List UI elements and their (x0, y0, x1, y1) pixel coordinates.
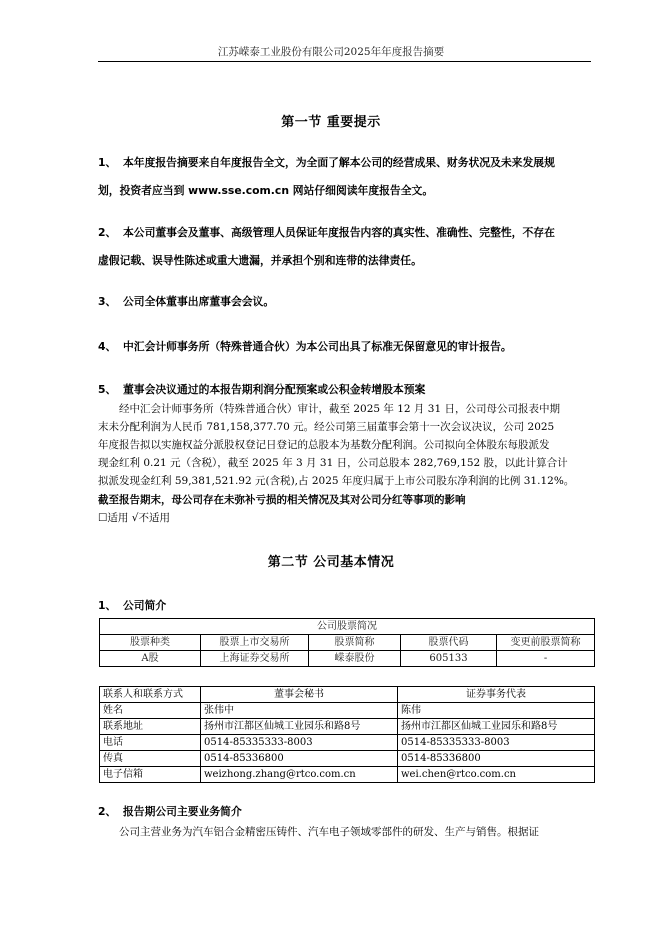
table-row (100, 651, 595, 667)
item-number: 3、 (98, 295, 117, 308)
applicability-status: ☐适用 √不适用 (98, 512, 170, 524)
dividend-line: 拟派发现金红利 59,381,521.92 元(含税),占 2025 年度归属于上市公司股东净利润的比例 31.12%。 (98, 475, 575, 487)
section2-title: 第二节 公司基本情况 (267, 555, 395, 570)
header-cell: 联系人和联系方式 (100, 687, 201, 703)
item-text-cont: 虚假记载、误导性陈述或重大遗漏，并承担个别和连带的法律责任。 (98, 254, 422, 267)
dividend-line: 经中汇会计师事务所（特殊普通合伙）审计，截至 2025 年 12 月 31 日，公司母公司报表中期 (119, 403, 560, 415)
table-cell: 0514-85335333-8003 (201, 735, 398, 751)
row-label: 传真 (100, 751, 201, 767)
dividend-line: 现金红利 0.21 元（含税），截至 2025 年 3 月 31 日，公司总股本 282,769,152 股，以此计算合计 (98, 457, 568, 469)
item-text: 报告期公司主要业务简介 (123, 805, 242, 818)
header-cell: 证券事务代表 (398, 687, 595, 703)
notice-item-1 (98, 155, 594, 198)
item-number: 2、 (98, 805, 117, 818)
table-cell: 0514-85336800 (201, 751, 398, 767)
header-cell: 变更前股票简称 (497, 635, 595, 651)
table-cell: weizhong.zhang@rtco.com.cn (201, 767, 398, 783)
item-number: 4、 (98, 340, 117, 353)
header-cell: 股票代码 (401, 635, 497, 651)
running-header: 江苏嵘泰工业股份有限公司2025年年度报告摘要 (217, 46, 445, 58)
contact-table (99, 686, 595, 783)
notice-item-5 (98, 382, 594, 397)
item-number: 2、 (98, 226, 117, 239)
row-label: 电话 (100, 735, 201, 751)
header-cell: 董事会秘书 (201, 687, 398, 703)
table-header-row (100, 635, 595, 651)
table-cell: - (497, 651, 595, 667)
table-cell: A股 (100, 651, 201, 667)
subheading-company-profile (98, 598, 594, 613)
table-row (100, 719, 595, 735)
table-cell: 0514-85335333-8003 (398, 735, 595, 751)
loss-heading: 截至报告期末，母公司存在未弥补亏损的相关情况及其对公司分红等事项的影响 (98, 494, 466, 506)
table-cell: 扬州市江都区仙城工业园乐和路8号 (398, 719, 595, 735)
notice-item-3 (98, 294, 594, 309)
item-text: 中汇会计师事务所（特殊普通合伙）为本公司出具了标准无保留意见的审计报告。 (123, 340, 512, 353)
item-number: 5、 (98, 383, 117, 396)
table-cell: 张伟中 (201, 703, 398, 719)
header-cell: 股票种类 (100, 635, 201, 651)
table-row (100, 735, 595, 751)
table-cell: 上海证券交易所 (201, 651, 309, 667)
stock-profile-table (99, 618, 595, 667)
header-cell: 股票简称 (309, 635, 401, 651)
table-header-row (100, 687, 595, 703)
item-text: 本年度报告摘要来自年度报告全文，为全面了解本公司的经营成果、财务状况及未来发展规 (123, 156, 555, 169)
table-cell: 0514-85336800 (398, 751, 595, 767)
dividend-paragraph (98, 402, 598, 489)
dividend-line: 年度报告拟以实施权益分派股权登记日登记的总股本为基数分配利润。公司拟向全体股东每股派发 (98, 439, 550, 451)
dividend-line: 末未分配利润为人民币 781,158,377.70 元。经公司第三届董事会第十一次会议决议，公司 2025 (98, 421, 555, 433)
item-text: 董事会决议通过的本报告期利润分配预案或公积金转增股本预案 (123, 383, 426, 396)
row-label: 姓名 (100, 703, 201, 719)
item-text: 公司简介 (123, 599, 167, 612)
item-number: 1、 (98, 599, 117, 612)
business-intro-line: 公司主营业务为汽车铝合金精密压铸件、汽车电子领域零部件的研发、生产与销售。根据证 (119, 826, 539, 838)
item-text-cont: 划，投资者应当到 www.sse.com.cn 网站仔细阅读年度报告全文。 (98, 184, 434, 197)
section1-title: 第一节 重要提示 (281, 115, 381, 130)
stock-table-caption: 公司股票简况 (100, 619, 595, 635)
notice-item-4 (98, 339, 594, 354)
table-row (100, 767, 595, 783)
item-text: 本公司董事会及董事、高级管理人员保证年度报告内容的真实性、准确性、完整性，不存在 (123, 226, 555, 239)
row-label: 电子信箱 (100, 767, 201, 783)
header-divider (98, 61, 591, 62)
row-label: 联系地址 (100, 719, 201, 735)
table-cell: 陈伟 (398, 703, 595, 719)
item-text: 公司全体董事出席董事会会议。 (123, 295, 275, 308)
table-cell: wei.chen@rtco.com.cn (398, 767, 595, 783)
notice-item-2 (98, 225, 594, 268)
table-row (100, 751, 595, 767)
subheading-main-business (98, 804, 594, 819)
table-row (100, 703, 595, 719)
table-cell: 嵘泰股份 (309, 651, 401, 667)
table-cell: 605133 (401, 651, 497, 667)
table-cell: 扬州市江都区仙城工业园乐和路8号 (201, 719, 398, 735)
item-number: 1、 (98, 156, 117, 169)
header-cell: 股票上市交易所 (201, 635, 309, 651)
